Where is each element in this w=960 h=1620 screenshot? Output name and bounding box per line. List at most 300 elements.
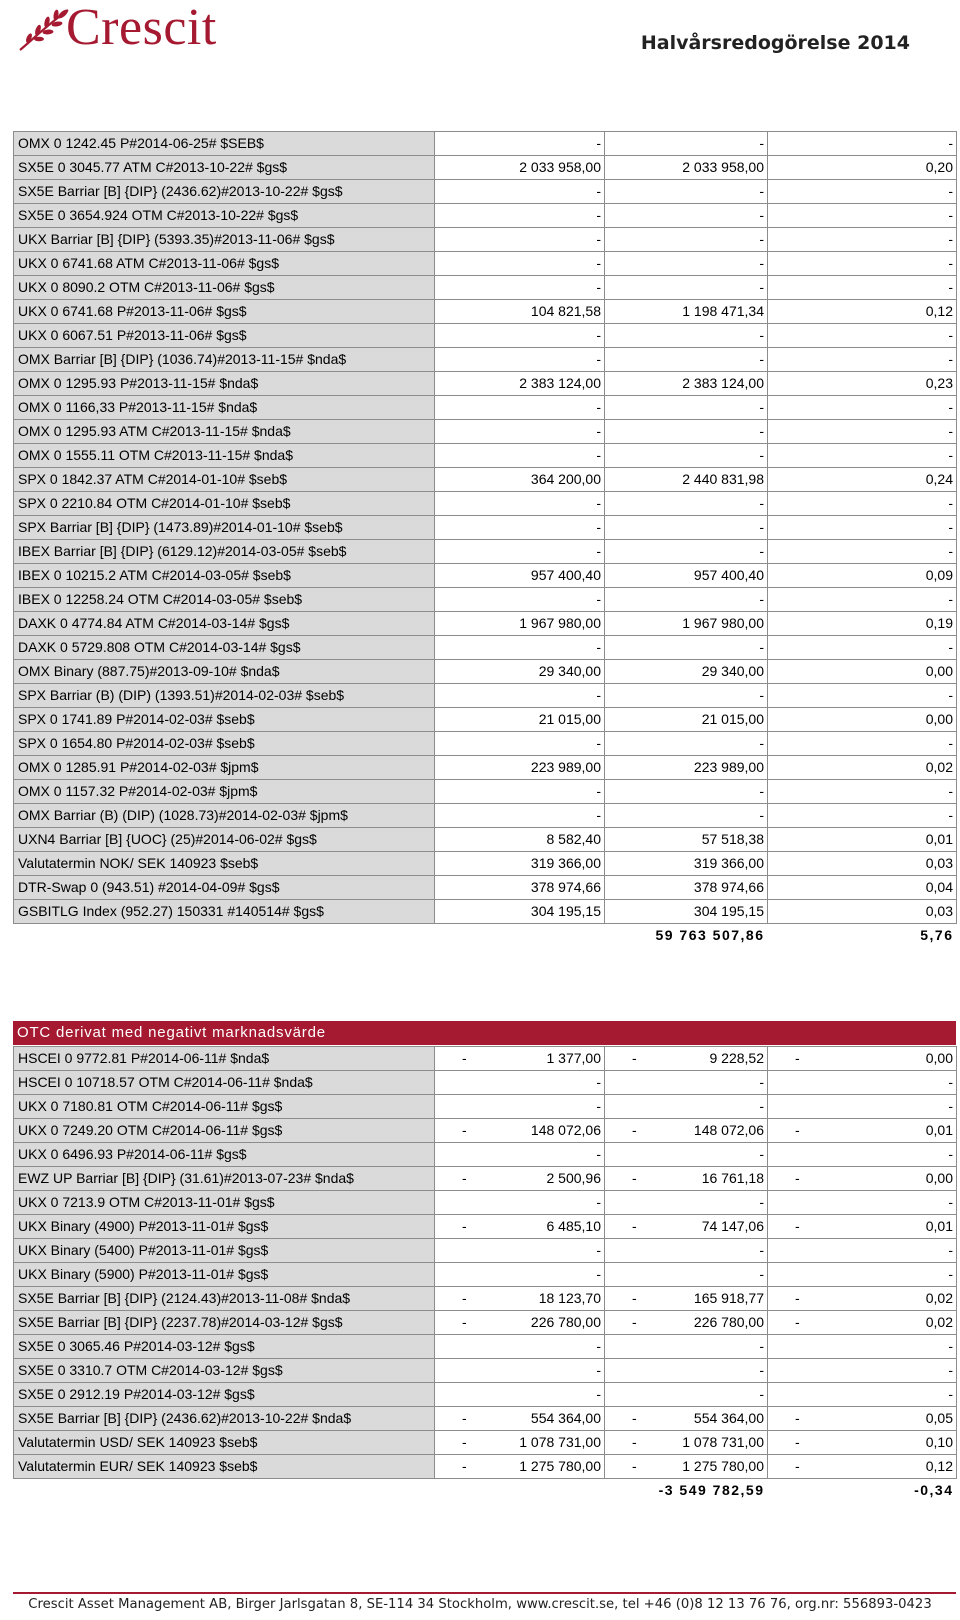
share-of-fund-cell — [768, 756, 957, 780]
instrument-name-text: HSCEI 0 10718.57 OTM C#2014-06-11# $nda$ — [18, 1074, 313, 1090]
instrument-name-text: UKX Binary (4900) P#2013-11-01# $gs$ — [18, 1218, 269, 1234]
market-value-cell — [435, 588, 605, 612]
table-row — [14, 708, 957, 732]
negative-sign: - — [632, 1122, 637, 1138]
exposure-cell-text: - — [759, 255, 764, 271]
exposure-cell-text: 148 072,06 — [693, 1122, 764, 1138]
positive-total-row — [14, 924, 957, 948]
exposure-cell — [605, 780, 768, 804]
market-value-cell — [435, 228, 605, 252]
market-value-cell — [435, 1359, 605, 1383]
exposure-cell-text: - — [759, 519, 764, 535]
instrument-name — [14, 1407, 435, 1431]
exposure-cell-text: 21 015,00 — [701, 711, 764, 727]
table-row — [14, 396, 957, 420]
exposure-cell — [605, 1215, 768, 1239]
exposure-cell — [605, 300, 768, 324]
share-of-fund-cell-text: - — [948, 1074, 953, 1090]
exposure-cell — [605, 1287, 768, 1311]
page-footer: Crescit Asset Management AB, Birger Jarlsgatan 8, SE-114 34 Stockholm, www.crescit.se, tel +46 (0)8 12 13 76 76, org.nr: 556893-0423 — [28, 1597, 932, 1612]
share-of-fund-cell-text: 0,04 — [925, 879, 953, 895]
exposure-cell-text: - — [759, 1098, 764, 1114]
exposure-cell-text: 16 761,18 — [701, 1170, 764, 1186]
market-value-cell — [435, 1047, 605, 1071]
table-row — [14, 468, 957, 492]
instrument-name — [14, 1431, 435, 1455]
instrument-name-text: UKX 0 6741.68 ATM C#2013-11-06# $gs$ — [18, 255, 279, 271]
table-row — [14, 324, 957, 348]
exposure-cell-text: - — [759, 231, 764, 247]
exposure-cell-text: - — [759, 1386, 764, 1402]
market-value-cell-text: - — [596, 255, 601, 271]
exposure-cell — [605, 1407, 768, 1431]
exposure-cell — [605, 564, 768, 588]
instrument-name-text: UXN4 Barriar [B] {UOC} (25)#2014-06-02# $gs$ — [18, 831, 317, 847]
positive-total-value: 59 763 507,86 — [655, 927, 765, 943]
share-of-fund-cell-text: - — [948, 207, 953, 223]
exposure-cell — [605, 636, 768, 660]
negative-sign: - — [462, 1218, 467, 1234]
exposure-cell-text: - — [759, 639, 764, 655]
share-of-fund-cell-text: 0,05 — [925, 1410, 953, 1426]
instrument-name — [14, 852, 435, 876]
market-value-cell — [435, 708, 605, 732]
share-of-fund-cell-text: - — [948, 1242, 953, 1258]
market-value-cell-text: 304 195,15 — [530, 903, 601, 919]
table-row — [14, 1215, 957, 1239]
market-value-cell — [435, 876, 605, 900]
instrument-name-text: Valutatermin USD/ SEK 140923 $seb$ — [18, 1434, 258, 1450]
exposure-cell-text: 1 275 780,00 — [682, 1458, 764, 1474]
negative-sign: - — [632, 1434, 637, 1450]
instrument-name — [14, 708, 435, 732]
instrument-name — [14, 564, 435, 588]
market-value-cell-text: 148 072,06 — [530, 1122, 601, 1138]
instrument-name-text: OMX 0 1555.11 OTM C#2013-11-15# $nda$ — [18, 447, 293, 463]
share-of-fund-cell-text: - — [948, 351, 953, 367]
instrument-name — [14, 876, 435, 900]
exposure-cell-text: - — [759, 1194, 764, 1210]
share-of-fund-cell-text: 0,12 — [925, 303, 953, 319]
share-of-fund-cell-text: - — [948, 327, 953, 343]
share-of-fund-cell-text: 0,01 — [925, 1122, 953, 1138]
market-value-cell — [435, 1431, 605, 1455]
instrument-name — [14, 516, 435, 540]
exposure-cell — [605, 828, 768, 852]
market-value-cell — [435, 1095, 605, 1119]
share-of-fund-cell — [768, 588, 957, 612]
instrument-name — [14, 660, 435, 684]
instrument-name — [14, 732, 435, 756]
exposure-cell — [605, 132, 768, 156]
share-of-fund-cell-text: 0,00 — [925, 1050, 953, 1066]
negative-sign: - — [462, 1458, 467, 1474]
exposure-cell-text: 74 147,06 — [701, 1218, 764, 1234]
share-of-fund-cell — [768, 900, 957, 924]
instrument-name-text: UKX 0 6741.68 P#2013-11-06# $gs$ — [18, 303, 247, 319]
exposure-cell-text: - — [759, 1146, 764, 1162]
negative-sign: - — [462, 1314, 467, 1330]
share-of-fund-cell — [768, 156, 957, 180]
share-of-fund-cell-text: 0,23 — [925, 375, 953, 391]
table-row — [14, 564, 957, 588]
table-row — [14, 684, 957, 708]
negative-sign: - — [795, 1434, 800, 1450]
instrument-name — [14, 1455, 435, 1479]
exposure-cell — [605, 1383, 768, 1407]
share-of-fund-cell-text: - — [948, 543, 953, 559]
table-row — [14, 636, 957, 660]
exposure-cell-text: - — [759, 591, 764, 607]
table-row — [14, 204, 957, 228]
market-value-cell-text: - — [596, 423, 601, 439]
share-of-fund-cell-text: 0,09 — [925, 567, 953, 583]
share-of-fund-cell — [768, 612, 957, 636]
share-of-fund-cell-text: - — [948, 1338, 953, 1354]
instrument-name-text: DAXK 0 5729.808 OTM C#2014-03-14# $gs$ — [18, 639, 301, 655]
market-value-cell-text: - — [596, 135, 601, 151]
share-of-fund-cell — [768, 1071, 957, 1095]
table-row — [14, 1431, 957, 1455]
instrument-name — [14, 756, 435, 780]
table-row — [14, 804, 957, 828]
share-of-fund-cell-text: - — [948, 735, 953, 751]
market-value-cell — [435, 348, 605, 372]
exposure-cell — [605, 1359, 768, 1383]
market-value-cell — [435, 660, 605, 684]
market-value-cell-text: - — [596, 399, 601, 415]
market-value-cell-text: - — [596, 351, 601, 367]
negative-sign: - — [795, 1290, 800, 1306]
market-value-cell — [435, 564, 605, 588]
exposure-cell — [605, 396, 768, 420]
market-value-cell-text: 2 033 958,00 — [519, 159, 601, 175]
exposure-cell — [605, 444, 768, 468]
share-of-fund-cell — [768, 468, 957, 492]
exposure-cell-text: - — [759, 807, 764, 823]
share-of-fund-cell-text: - — [948, 1146, 953, 1162]
instrument-name-text: HSCEI 0 9772.81 P#2014-06-11# $nda$ — [18, 1050, 270, 1066]
exposure-cell — [605, 1095, 768, 1119]
negative-sign: - — [632, 1290, 637, 1306]
share-of-fund-cell-text: 0,03 — [925, 903, 953, 919]
exposure-cell — [605, 660, 768, 684]
share-of-fund-cell — [768, 324, 957, 348]
market-value-cell-text: - — [596, 1146, 601, 1162]
instrument-name-text: SPX Barriar [B] {DIP} (1473.89)#2014-01-10# $seb$ — [18, 519, 343, 535]
instrument-name — [14, 1383, 435, 1407]
share-of-fund-cell — [768, 1119, 957, 1143]
share-of-fund-cell — [768, 1167, 957, 1191]
share-of-fund-cell — [768, 1335, 957, 1359]
instrument-name-text: UKX 0 6496.93 P#2014-06-11# $gs$ — [18, 1146, 247, 1162]
exposure-cell — [605, 588, 768, 612]
exposure-cell — [605, 324, 768, 348]
market-value-cell — [435, 468, 605, 492]
exposure-cell — [605, 1239, 768, 1263]
market-value-cell — [435, 276, 605, 300]
exposure-cell — [605, 1263, 768, 1287]
market-value-cell-text: 1 967 980,00 — [519, 615, 601, 631]
positive-derivatives-table — [13, 131, 957, 947]
exposure-cell-text: - — [759, 207, 764, 223]
share-of-fund-cell — [768, 276, 957, 300]
instrument-name-text: SPX 0 1654.80 P#2014-02-03# $seb$ — [18, 735, 255, 751]
exposure-cell — [605, 1143, 768, 1167]
instrument-name-text: IBEX Barriar [B] {DIP} (6129.12)#2014-03-05# $seb$ — [18, 543, 347, 559]
exposure-cell-text: - — [759, 1242, 764, 1258]
instrument-name-text: OMX 0 1295.93 ATM C#2013-11-15# $nda$ — [18, 423, 291, 439]
table-row — [14, 1071, 957, 1095]
share-of-fund-cell — [768, 732, 957, 756]
exposure-cell-text: 2 440 831,98 — [682, 471, 764, 487]
share-of-fund-cell — [768, 708, 957, 732]
instrument-name — [14, 1311, 435, 1335]
instrument-name-text: SX5E 0 3065.46 P#2014-03-12# $gs$ — [18, 1338, 255, 1354]
footer-divider — [13, 1592, 956, 1594]
instrument-name — [14, 468, 435, 492]
exposure-cell — [605, 1119, 768, 1143]
share-of-fund-cell-text: - — [948, 1194, 953, 1210]
share-of-fund-cell-text: 0,02 — [925, 1314, 953, 1330]
instrument-name — [14, 252, 435, 276]
exposure-cell-text: 957 400,40 — [693, 567, 764, 583]
instrument-name — [14, 396, 435, 420]
market-value-cell-text: 18 123,70 — [538, 1290, 601, 1306]
market-value-cell — [435, 1383, 605, 1407]
market-value-cell — [435, 636, 605, 660]
exposure-cell-text: - — [759, 687, 764, 703]
market-value-cell — [435, 756, 605, 780]
market-value-cell — [435, 804, 605, 828]
instrument-name-text: SX5E 0 3045.77 ATM C#2013-10-22# $gs$ — [18, 159, 288, 175]
exposure-cell — [605, 156, 768, 180]
instrument-name-text: UKX 0 6067.51 P#2013-11-06# $gs$ — [18, 327, 247, 343]
market-value-cell — [435, 180, 605, 204]
market-value-cell — [435, 1239, 605, 1263]
exposure-cell — [605, 804, 768, 828]
negative-sign: - — [632, 1314, 637, 1330]
share-of-fund-cell — [768, 852, 957, 876]
table-row — [14, 1095, 957, 1119]
market-value-cell — [435, 1311, 605, 1335]
share-of-fund-cell-text: - — [948, 495, 953, 511]
share-of-fund-cell-text: - — [948, 783, 953, 799]
market-value-cell — [435, 1407, 605, 1431]
market-value-cell-text: - — [596, 231, 601, 247]
exposure-cell — [605, 684, 768, 708]
table-row — [14, 348, 957, 372]
market-value-cell — [435, 132, 605, 156]
instrument-name — [14, 300, 435, 324]
exposure-cell-text: 226 780,00 — [693, 1314, 764, 1330]
table-row — [14, 1287, 957, 1311]
market-value-cell — [435, 204, 605, 228]
instrument-name — [14, 636, 435, 660]
exposure-cell — [605, 708, 768, 732]
instrument-name-text: UKX 0 7249.20 OTM C#2014-06-11# $gs$ — [18, 1122, 283, 1138]
table-row — [14, 300, 957, 324]
negative-total-pct: -0,34 — [914, 1482, 954, 1498]
market-value-cell — [435, 492, 605, 516]
market-value-cell-text: - — [596, 1338, 601, 1354]
exposure-cell — [605, 852, 768, 876]
exposure-cell — [605, 612, 768, 636]
market-value-cell-text: 319 366,00 — [530, 855, 601, 871]
share-of-fund-cell — [768, 804, 957, 828]
instrument-name-text: DTR-Swap 0 (943.51) #2014-04-09# $gs$ — [18, 879, 280, 895]
negative-sign: - — [462, 1122, 467, 1138]
exposure-cell-text: 378 974,66 — [693, 879, 764, 895]
negative-sign: - — [795, 1050, 800, 1066]
market-value-cell-text: - — [596, 639, 601, 655]
exposure-cell-text: - — [759, 735, 764, 751]
instrument-name — [14, 132, 435, 156]
share-of-fund-cell-text: 0,00 — [925, 1170, 953, 1186]
market-value-cell — [435, 732, 605, 756]
market-value-cell-text: 957 400,40 — [530, 567, 601, 583]
exposure-cell — [605, 1431, 768, 1455]
market-value-cell-text: - — [596, 591, 601, 607]
exposure-cell — [605, 1311, 768, 1335]
exposure-cell — [605, 348, 768, 372]
share-of-fund-cell — [768, 1359, 957, 1383]
share-of-fund-cell-text: - — [948, 399, 953, 415]
instrument-name-text: OMX 0 1166,33 P#2013-11-15# $nda$ — [18, 399, 258, 415]
negative-sign: - — [795, 1170, 800, 1186]
market-value-cell-text: - — [596, 495, 601, 511]
table-row — [14, 156, 957, 180]
market-value-cell-text: 104 821,58 — [530, 303, 601, 319]
share-of-fund-cell — [768, 1407, 957, 1431]
table-row — [14, 828, 957, 852]
market-value-cell-text: 554 364,00 — [530, 1410, 601, 1426]
share-of-fund-cell-text: 0,24 — [925, 471, 953, 487]
share-of-fund-cell — [768, 1263, 957, 1287]
market-value-cell — [435, 1143, 605, 1167]
instrument-name — [14, 804, 435, 828]
instrument-name — [14, 228, 435, 252]
instrument-name — [14, 348, 435, 372]
share-of-fund-cell — [768, 1215, 957, 1239]
market-value-cell-text: - — [596, 807, 601, 823]
table-row — [14, 1263, 957, 1287]
instrument-name-text: SX5E 0 3654.924 OTM C#2013-10-22# $gs$ — [18, 207, 299, 223]
exposure-cell — [605, 420, 768, 444]
share-of-fund-cell-text: 0,20 — [925, 159, 953, 175]
share-of-fund-cell — [768, 1239, 957, 1263]
table-row — [14, 756, 957, 780]
instrument-name-text: UKX 0 7213.9 OTM C#2013-11-01# $gs$ — [18, 1194, 275, 1210]
instrument-name-text: UKX 0 7180.81 OTM C#2014-06-11# $gs$ — [18, 1098, 283, 1114]
negative-sign: - — [632, 1170, 637, 1186]
instrument-name — [14, 612, 435, 636]
instrument-name — [14, 588, 435, 612]
negative-sign: - — [462, 1290, 467, 1306]
instrument-name-text: SPX 0 1842.37 ATM C#2014-01-10# $seb$ — [18, 471, 288, 487]
negative-total-row — [14, 1479, 957, 1503]
instrument-name — [14, 324, 435, 348]
instrument-name-text: OMX 0 1295.93 P#2013-11-15# $nda$ — [18, 375, 259, 391]
table-row — [14, 732, 957, 756]
share-of-fund-cell — [768, 540, 957, 564]
instrument-name — [14, 204, 435, 228]
table-row — [14, 516, 957, 540]
logo-wordmark: Crescit — [66, 0, 217, 56]
table-row — [14, 444, 957, 468]
market-value-cell-text: - — [596, 783, 601, 799]
share-of-fund-cell — [768, 660, 957, 684]
share-of-fund-cell-text: 0,12 — [925, 1458, 953, 1474]
exposure-cell-text: 2 383 124,00 — [682, 375, 764, 391]
market-value-cell-text: - — [596, 447, 601, 463]
share-of-fund-cell-text: 0,01 — [925, 1218, 953, 1234]
exposure-cell-text: 165 918,77 — [693, 1290, 764, 1306]
share-of-fund-cell — [768, 204, 957, 228]
exposure-cell-text: 554 364,00 — [693, 1410, 764, 1426]
instrument-name — [14, 1359, 435, 1383]
instrument-name — [14, 444, 435, 468]
share-of-fund-cell-text: 0,02 — [925, 759, 953, 775]
exposure-cell-text: - — [759, 447, 764, 463]
share-of-fund-cell-text: 0,00 — [925, 663, 953, 679]
exposure-cell — [605, 1191, 768, 1215]
table-row — [14, 612, 957, 636]
exposure-cell-text: 304 195,15 — [693, 903, 764, 919]
instrument-name — [14, 372, 435, 396]
table-row — [14, 276, 957, 300]
share-of-fund-cell — [768, 492, 957, 516]
share-of-fund-cell-text: 0,03 — [925, 855, 953, 871]
instrument-name — [14, 1239, 435, 1263]
instrument-name — [14, 420, 435, 444]
table-row — [14, 1143, 957, 1167]
exposure-cell-text: 223 989,00 — [693, 759, 764, 775]
share-of-fund-cell — [768, 516, 957, 540]
instrument-name-text: GSBITLG Index (952.27) 150331 #140514# $gs$ — [18, 903, 324, 919]
negative-sign: - — [462, 1170, 467, 1186]
instrument-name-text: OMX 0 1285.91 P#2014-02-03# $jpm$ — [18, 759, 259, 775]
instrument-name-text: UKX Binary (5400) P#2013-11-01# $gs$ — [18, 1242, 269, 1258]
negative-sign: - — [632, 1050, 637, 1066]
table-row — [14, 1311, 957, 1335]
exposure-cell-text: 57 518,38 — [701, 831, 764, 847]
instrument-name — [14, 156, 435, 180]
exposure-cell — [605, 876, 768, 900]
table-row — [14, 780, 957, 804]
share-of-fund-cell-text: - — [948, 807, 953, 823]
instrument-name — [14, 1287, 435, 1311]
exposure-cell-text: 319 366,00 — [693, 855, 764, 871]
market-value-cell-text: - — [596, 519, 601, 535]
instrument-name — [14, 180, 435, 204]
share-of-fund-cell-text: 0,02 — [925, 1290, 953, 1306]
share-of-fund-cell — [768, 876, 957, 900]
market-value-cell-text: - — [596, 207, 601, 223]
instrument-name — [14, 780, 435, 804]
share-of-fund-cell — [768, 180, 957, 204]
market-value-cell-text: 21 015,00 — [538, 711, 601, 727]
instrument-name — [14, 1071, 435, 1095]
share-of-fund-cell-text: - — [948, 1386, 953, 1402]
share-of-fund-cell — [768, 420, 957, 444]
share-of-fund-cell-text: - — [948, 1362, 953, 1378]
instrument-name-text: OMX Binary (887.75)#2013-09-10# $nda$ — [18, 663, 280, 679]
share-of-fund-cell — [768, 300, 957, 324]
market-value-cell — [435, 852, 605, 876]
instrument-name — [14, 276, 435, 300]
exposure-cell-text: - — [759, 783, 764, 799]
